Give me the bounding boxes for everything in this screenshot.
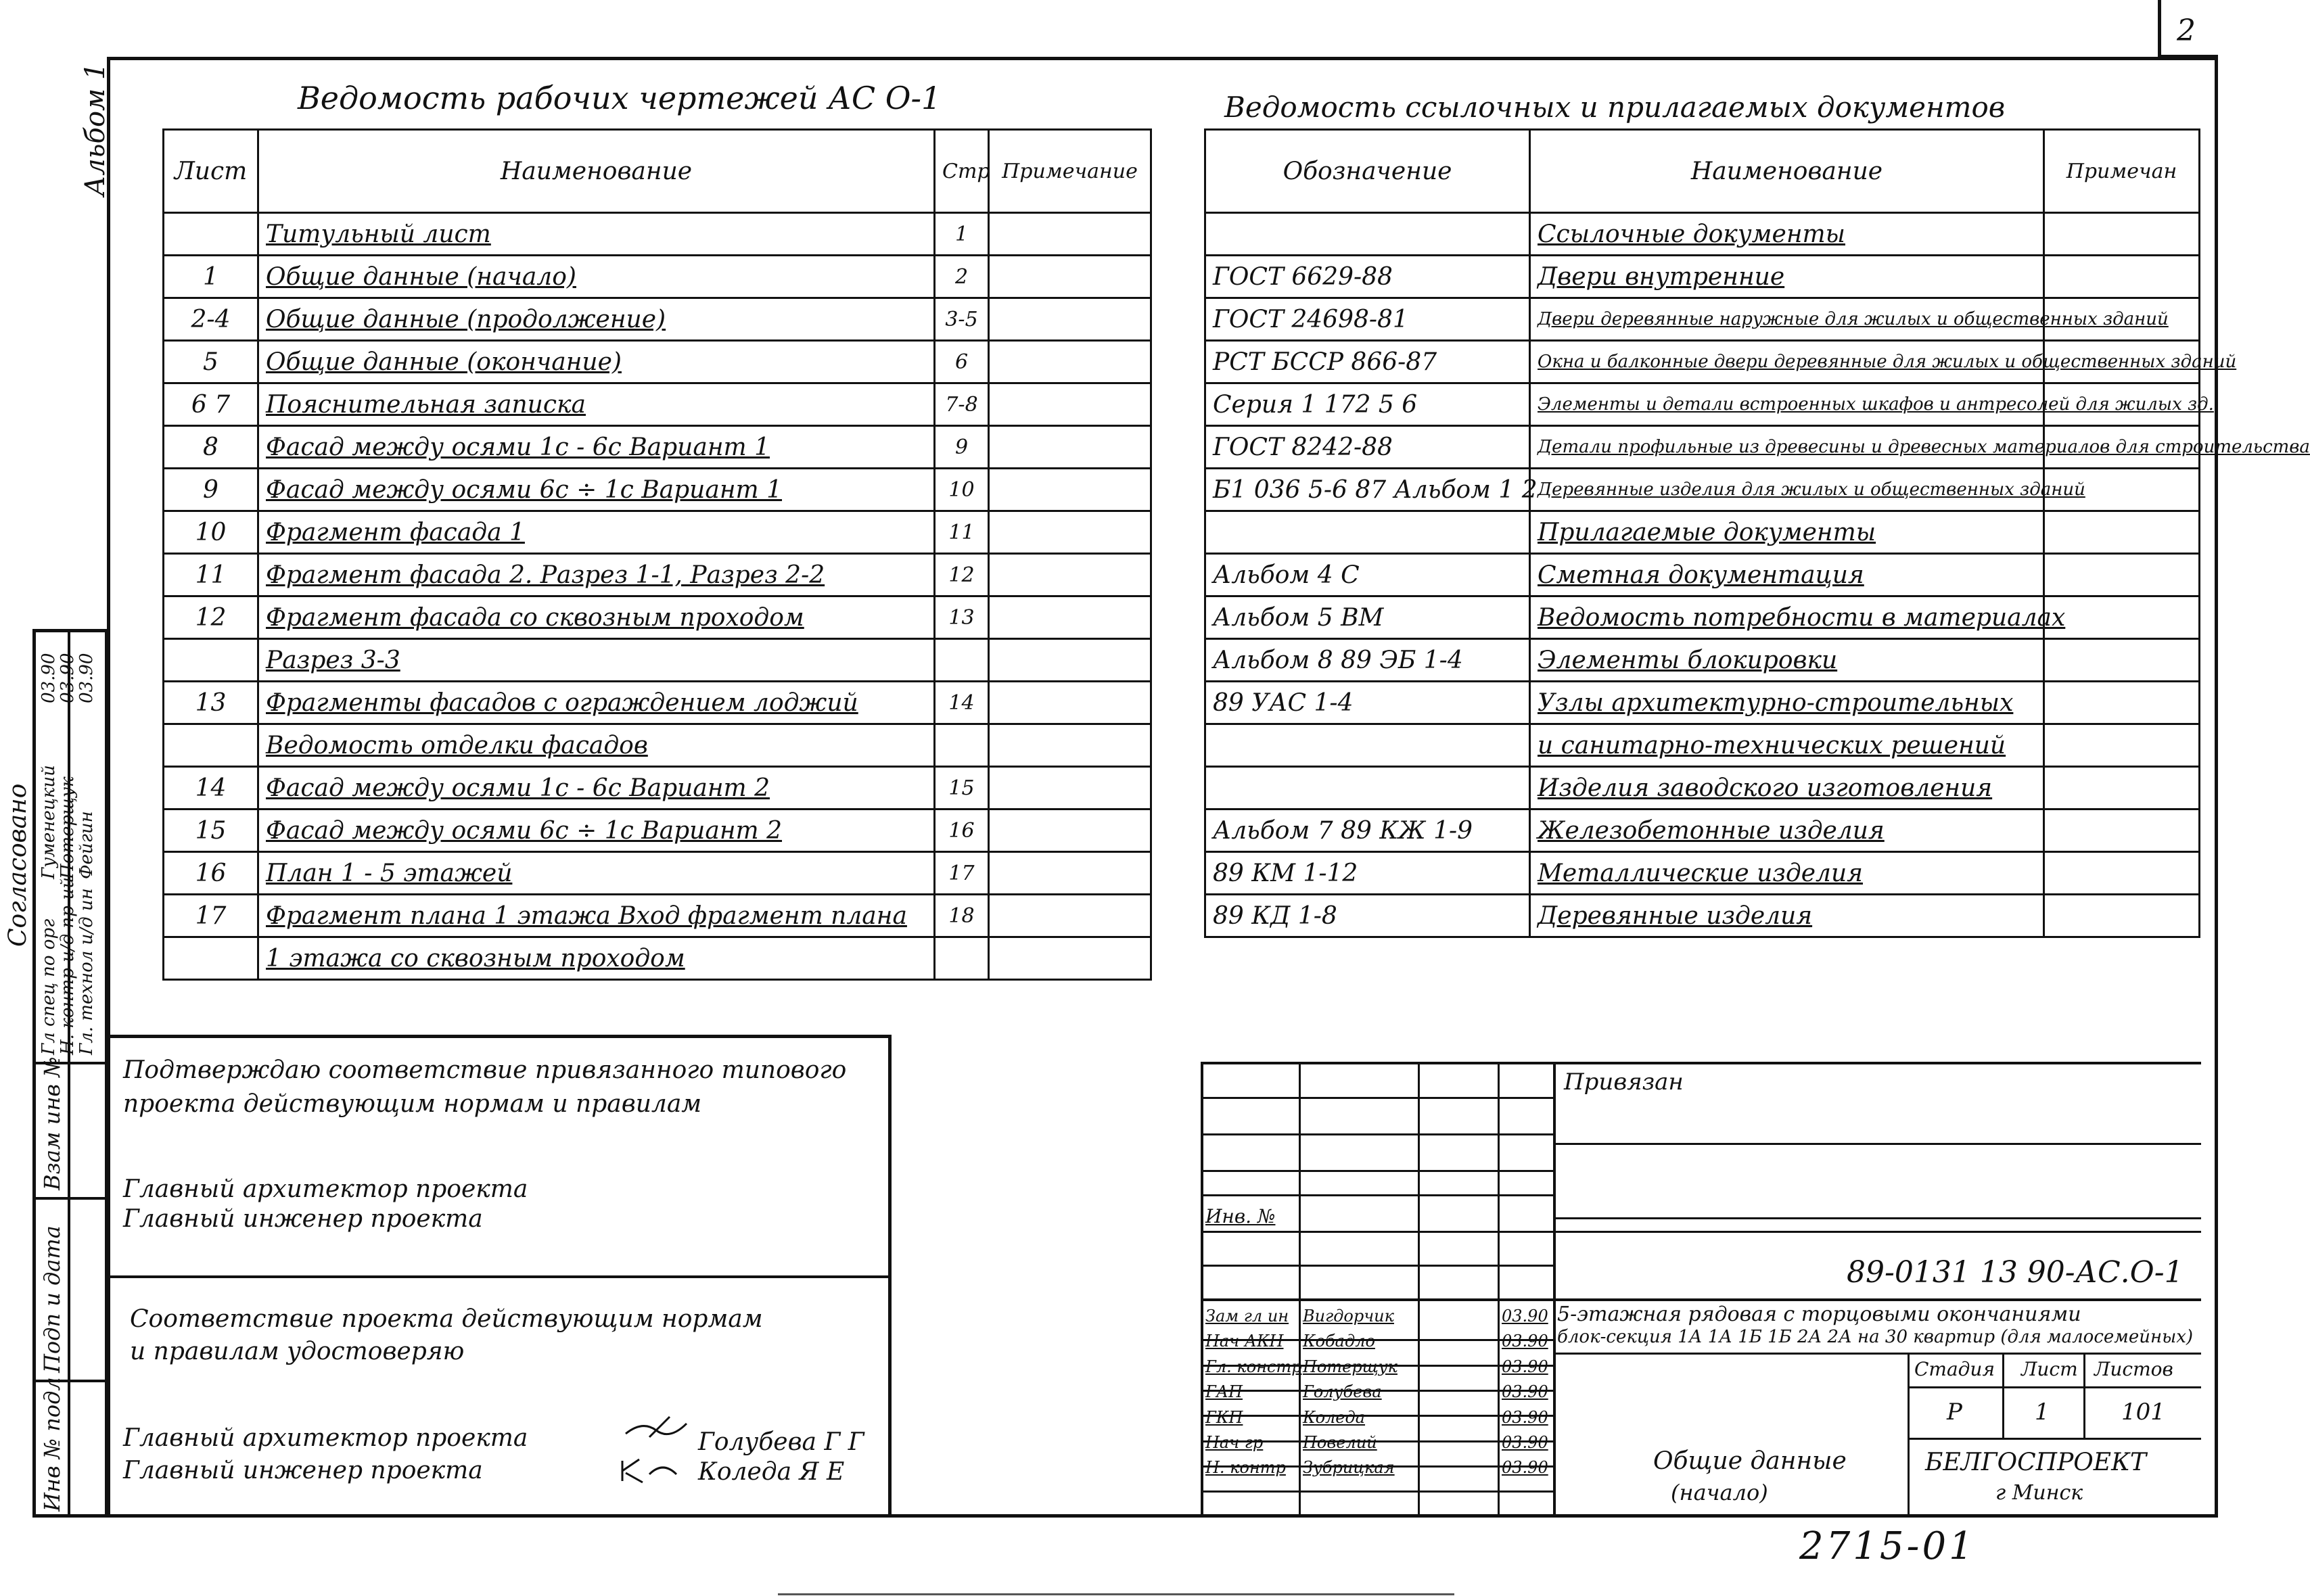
sheets-header: Листов: [2094, 1358, 2173, 1380]
drawing-sheet-cell: 11: [164, 554, 258, 596]
ref-row: [1205, 596, 2200, 639]
drawing-page-cell: [935, 724, 989, 767]
drawing-sheet-cell: [164, 639, 258, 682]
ref-name-cell: Металлические изделия: [1530, 852, 2044, 895]
page-number: 2: [2177, 14, 2196, 48]
sig-role: ГАП: [1205, 1382, 1243, 1402]
drawing-page-cell: 10: [935, 469, 989, 511]
bound-label: Привязан: [1564, 1069, 1684, 1096]
drawing-note-cell: [989, 809, 1151, 852]
drawing-row: [164, 937, 1151, 980]
confirm-role-2: Главный инженер проекта: [123, 1205, 483, 1233]
drawing-page-cell: 11: [935, 511, 989, 554]
drawing-note-cell: [989, 682, 1151, 724]
drawing-sheet-cell: [164, 937, 258, 980]
drawing-page-cell: 3-5: [935, 298, 989, 341]
inv-no-label: Инв. №: [1205, 1205, 1276, 1227]
archive-number: 2715-01: [1799, 1524, 1976, 1568]
signature-koleda: [616, 1454, 683, 1488]
drawing-sheet-cell: 2-4: [164, 298, 258, 341]
sig-role: Нач АКН: [1205, 1332, 1284, 1351]
sig-role: ГКП: [1205, 1407, 1243, 1427]
sig-name: Потерщук: [1303, 1357, 1397, 1376]
sig-date: 03.90: [1502, 1382, 1548, 1402]
ref-row: [1205, 639, 2200, 682]
drawing-page-cell: 16: [935, 809, 989, 852]
doc-name-line-2: (начало): [1671, 1480, 1768, 1505]
drawing-note-cell: [989, 596, 1151, 639]
compliance-role-1: Главный архитектор проекта: [123, 1424, 528, 1452]
ref-row: [1205, 511, 2200, 554]
ref-row: [1205, 383, 2200, 426]
drawing-note-cell: [989, 298, 1151, 341]
ref-code-cell: [1205, 767, 1530, 809]
drawing-sheet-cell: 12: [164, 596, 258, 639]
scan-edge: [778, 1593, 1454, 1595]
ref-note-cell: [2044, 596, 2200, 639]
drawing-row: [164, 469, 1151, 511]
ref-code-cell: Альбом 8 89 ЭБ 1-4: [1205, 639, 1530, 682]
drawing-note-cell: [989, 256, 1151, 298]
drawing-row: [164, 383, 1151, 426]
stamp-field-replace: Взам инв №: [39, 1056, 65, 1190]
sig-role: Гл. констр: [1205, 1357, 1302, 1376]
side-date-3: 03.90: [76, 653, 97, 703]
drawing-note-cell: [989, 554, 1151, 596]
drawing-name-cell: Общие данные (окончание): [258, 341, 935, 383]
ref-name-cell: Двери внутренние: [1530, 256, 2044, 298]
side-signer-3: Фейгин: [76, 811, 97, 879]
sig-date: 03.90: [1502, 1433, 1548, 1452]
description-line-2: блок-секция 1А 1А 1Б 1Б 2А 2А на 30 квартир (для малосемейных): [1557, 1327, 2194, 1347]
ref-name-cell: и санитарно-технических решений: [1530, 724, 2044, 767]
sig-role: Нач гр: [1205, 1433, 1264, 1452]
header-ref-name: Наименование: [1530, 130, 2044, 213]
drawing-row: [164, 809, 1151, 852]
ref-code-cell: Серия 1 172 5 6: [1205, 383, 1530, 426]
ref-note-cell: [2044, 639, 2200, 682]
header-sheet: Лист: [164, 130, 258, 213]
header-note: Примечание: [989, 130, 1151, 213]
drawing-sheet-cell: 1: [164, 256, 258, 298]
drawing-sheet-cell: [164, 213, 258, 256]
drawing-page-cell: 6: [935, 341, 989, 383]
ref-note-cell: [2044, 256, 2200, 298]
side-date-1: 03.90: [39, 653, 59, 703]
drawing-note-cell: [989, 383, 1151, 426]
sig-date: 03.90: [1502, 1357, 1548, 1376]
drawing-page-cell: [935, 639, 989, 682]
drawing-sheet-cell: 17: [164, 895, 258, 937]
ref-note-cell: [2044, 511, 2200, 554]
ref-code-cell: [1205, 213, 1530, 256]
org-city: г Минск: [1995, 1481, 2083, 1505]
drawing-sheet-cell: 16: [164, 852, 258, 895]
drawing-page-cell: 14: [935, 682, 989, 724]
agreed-label: Согласовано: [4, 783, 32, 947]
drawing-name-cell: План 1 - 5 этажей: [258, 852, 935, 895]
ref-name-cell: Элементы блокировки: [1530, 639, 2044, 682]
drawing-name-cell: Общие данные (продолжение): [258, 298, 935, 341]
drawing-row: [164, 596, 1151, 639]
ref-note-cell: [2044, 724, 2200, 767]
drawing-name-cell: Фрагменты фасадов с ограждением лоджий: [258, 682, 935, 724]
drawing-row: [164, 767, 1151, 809]
ref-code-cell: Б1 036 5-6 87 Альбом 1 2: [1205, 469, 1530, 511]
drawing-name-cell: Фрагмент фасада 1: [258, 511, 935, 554]
header-page: Стр: [935, 130, 989, 213]
drawing-note-cell: [989, 341, 1151, 383]
drawing-note-cell: [989, 639, 1151, 682]
ref-row: [1205, 341, 2200, 383]
ref-name-cell: Ведомость потребности в материалах: [1530, 596, 2044, 639]
album-label: Альбом 1: [80, 62, 111, 196]
compliance-line-1: Соответствие проекта действующим нормам: [130, 1305, 763, 1333]
drawings-list-table: [162, 128, 1152, 981]
compliance-name-1: Голубева Г Г: [698, 1428, 864, 1456]
header-name: Наименование: [258, 130, 935, 213]
side-role-2: Н. контр и/д пр-ий: [57, 877, 78, 1055]
drawings-list-title: Ведомость рабочих чертежей АС О-1: [298, 80, 942, 116]
ref-name-cell: Ссылочные документы: [1530, 213, 2044, 256]
ref-code-cell: ГОСТ 24698-81: [1205, 298, 1530, 341]
ref-name-cell: Изделия заводского изготовления: [1530, 767, 2044, 809]
drawing-name-cell: Общие данные (начало): [258, 256, 935, 298]
drawing-sheet-cell: 14: [164, 767, 258, 809]
drawing-page-cell: 17: [935, 852, 989, 895]
drawing-note-cell: [989, 852, 1151, 895]
drawing-row: [164, 341, 1151, 383]
drawing-page-cell: 13: [935, 596, 989, 639]
ref-row: [1205, 256, 2200, 298]
ref-note-cell: [2044, 682, 2200, 724]
ref-row: [1205, 682, 2200, 724]
drawing-name-cell: Фрагмент плана 1 этажа Вход фрагмент плана: [258, 895, 935, 937]
ref-note-cell: [2044, 767, 2200, 809]
drawing-row: [164, 639, 1151, 682]
ref-code-cell: Альбом 7 89 КЖ 1-9: [1205, 809, 1530, 852]
drawing-note-cell: [989, 895, 1151, 937]
drawing-note-cell: [989, 937, 1151, 980]
compliance-name-2: Коледа Я Е: [698, 1458, 845, 1486]
doc-name-line-1: Общие данные: [1653, 1447, 1847, 1475]
drawing-note-cell: [989, 511, 1151, 554]
sheet-value: 1: [2035, 1399, 2050, 1426]
drawing-sheet-cell: 10: [164, 511, 258, 554]
ref-code-cell: [1205, 511, 1530, 554]
drawing-page-cell: 15: [935, 767, 989, 809]
header-code: Обозначение: [1205, 130, 1530, 213]
ref-row: [1205, 426, 2200, 469]
drawing-row: [164, 554, 1151, 596]
drawing-row: [164, 298, 1151, 341]
confirm-role-1: Главный архитектор проекта: [123, 1175, 528, 1203]
stamp-field-inv: Инв № подл: [39, 1377, 65, 1511]
ref-row: [1205, 809, 2200, 852]
drawing-note-cell: [989, 426, 1151, 469]
sig-date: 03.90: [1502, 1307, 1548, 1325]
drawing-name-cell: Фрагмент фасада со сквозным проходом: [258, 596, 935, 639]
ref-row: [1205, 724, 2200, 767]
ref-code-cell: [1205, 724, 1530, 767]
ref-name-cell: Сметная документация: [1530, 554, 2044, 596]
ref-row: [1205, 213, 2200, 256]
ref-header-row: [1205, 130, 2200, 213]
side-role-3: Гл. технол и/д ин: [76, 888, 97, 1055]
drawing-page-cell: 9: [935, 426, 989, 469]
drawing-name-cell: Титульный лист: [258, 213, 935, 256]
drawing-name-cell: Фасад между осями 6с ÷ 1с Вариант 1: [258, 469, 935, 511]
drawing-sheet-cell: 9: [164, 469, 258, 511]
drawing-sheet-cell: 5: [164, 341, 258, 383]
compliance-line-2: и правилам удостоверяю: [130, 1338, 465, 1365]
drawing-row: [164, 682, 1151, 724]
drawing-row: [164, 724, 1151, 767]
ref-row: [1205, 554, 2200, 596]
stamp-field-sign: Подп и дата: [39, 1225, 65, 1373]
header-ref-note: Примечан: [2044, 130, 2200, 213]
compliance-role-2: Главный инженер проекта: [123, 1457, 483, 1484]
ref-row: [1205, 852, 2200, 895]
drawing-name-cell: Фасад между осями 1с - 6с Вариант 1: [258, 426, 935, 469]
sig-role: Н. контр: [1205, 1458, 1286, 1478]
drawing-name-cell: Фрагмент фасада 2. Разрез 1-1, Разрез 2-2: [258, 554, 935, 596]
drawing-row: [164, 511, 1151, 554]
sig-date: 03.90: [1502, 1407, 1548, 1427]
drawing-row: [164, 213, 1151, 256]
ref-name-cell: Прилагаемые документы: [1530, 511, 2044, 554]
sig-name: Зубрицкая: [1303, 1458, 1395, 1478]
drawing-page-cell: [935, 937, 989, 980]
drawing-page-cell: 2: [935, 256, 989, 298]
ref-code-cell: Альбом 5 ВМ: [1205, 596, 1530, 639]
ref-code-cell: 89 КД 1-8: [1205, 895, 1530, 937]
drawing-row: [164, 256, 1151, 298]
side-signer-1: Гуменецкий: [39, 765, 59, 879]
drawing-name-cell: Фасад между осями 6с ÷ 1с Вариант 2: [258, 809, 935, 852]
sig-date: 03.90: [1502, 1458, 1548, 1478]
side-signer-2: Потерщук: [57, 776, 78, 879]
drawing-note-cell: [989, 724, 1151, 767]
drawing-name-cell: Фасад между осями 1с - 6с Вариант 2: [258, 767, 935, 809]
sheets-value: 101: [2121, 1399, 2165, 1426]
drawing-sheet-cell: 15: [164, 809, 258, 852]
org-name: БЕЛГОСПРОЕКТ: [1925, 1449, 2146, 1476]
drawing-note-cell: [989, 767, 1151, 809]
description-line-1: 5-этажная рядовая с торцовыми окончаниями: [1557, 1302, 2081, 1326]
drawing-row: [164, 895, 1151, 937]
drawing-name-cell: 1 этажа со сквозным проходом: [258, 937, 935, 980]
drawing-row: [164, 852, 1151, 895]
ref-name-cell: Железобетонные изделия: [1530, 809, 2044, 852]
drawing-sheet-cell: [164, 724, 258, 767]
side-role-1: Гл спец по орг: [39, 918, 59, 1055]
drawing-note-cell: [989, 213, 1151, 256]
drawing-page-cell: 12: [935, 554, 989, 596]
ref-note-cell: [2044, 213, 2200, 256]
ref-row: [1205, 767, 2200, 809]
confirm-line-2: проекта действующим нормам и правилам: [123, 1090, 702, 1118]
sig-date: 03.90: [1502, 1332, 1548, 1351]
drawing-name-cell: Пояснительная записка: [258, 383, 935, 426]
drawing-sheet-cell: 8: [164, 426, 258, 469]
ref-name-cell: Деревянные изделия: [1530, 895, 2044, 937]
confirm-line-1: Подтверждаю соответствие привязанного типового: [123, 1056, 847, 1084]
sheet-header: Лист: [2021, 1358, 2078, 1380]
sig-name: Голубева: [1303, 1382, 1382, 1402]
ref-code-cell: ГОСТ 6629-88: [1205, 256, 1530, 298]
ref-name-cell: Детали профильные из древесины и древесных материалов для строительства: [1530, 426, 2044, 469]
drawing-page-cell: 7-8: [935, 383, 989, 426]
sig-role: Зам гл ин: [1205, 1307, 1289, 1325]
sig-name: Кобадло: [1303, 1332, 1375, 1351]
ref-name-cell: Элементы и детали встроенных шкафов и антресолей для жилых зд.: [1530, 383, 2044, 426]
ref-name-cell: Окна и балконные двери деревянные для жилых и общественных зданий: [1530, 341, 2044, 383]
document-code: 89-0131 13 90-АС.О-1: [1847, 1255, 2184, 1290]
ref-name-cell: Двери деревянные наружные для жилых и общественных зданий: [1530, 298, 2044, 341]
stage-header: Стадия: [1914, 1358, 1995, 1380]
sig-name: Вигдорчик: [1303, 1307, 1394, 1325]
ref-note-cell: [2044, 852, 2200, 895]
sig-name: Повелий: [1303, 1433, 1377, 1452]
drawings-header-row: [164, 130, 1151, 213]
ref-row: [1205, 298, 2200, 341]
sig-name: Коледа: [1303, 1407, 1366, 1427]
ref-note-cell: [2044, 554, 2200, 596]
drawing-sheet-cell: 6 7: [164, 383, 258, 426]
drawing-sheet-cell: 13: [164, 682, 258, 724]
ref-name-cell: Узлы архитектурно-строительных: [1530, 682, 2044, 724]
signature-golubeva: [622, 1413, 690, 1447]
ref-code-cell: 89 УАС 1-4: [1205, 682, 1530, 724]
ref-code-cell: РСТ БССР 866-87: [1205, 341, 1530, 383]
drawing-name-cell: Ведомость отделки фасадов: [258, 724, 935, 767]
drawing-page-cell: 18: [935, 895, 989, 937]
side-date-2: 03.90: [57, 653, 78, 703]
ref-note-cell: [2044, 809, 2200, 852]
drawing-page-cell: 1: [935, 213, 989, 256]
stage-value: Р: [1947, 1399, 1962, 1426]
ref-code-cell: 89 КМ 1-12: [1205, 852, 1530, 895]
drawing-name-cell: Разрез 3-3: [258, 639, 935, 682]
ref-note-cell: [2044, 895, 2200, 937]
drawing-note-cell: [989, 469, 1151, 511]
ref-name-cell: Деревянные изделия для жилых и общественных зданий: [1530, 469, 2044, 511]
drawing-row: [164, 426, 1151, 469]
ref-row: [1205, 469, 2200, 511]
ref-docs-title: Ведомость ссылочных и прилагаемых документов: [1224, 91, 2006, 124]
ref-code-cell: Альбом 4 С: [1205, 554, 1530, 596]
ref-docs-table: [1204, 128, 2310, 938]
ref-row: [1205, 895, 2200, 937]
ref-code-cell: ГОСТ 8242-88: [1205, 426, 1530, 469]
